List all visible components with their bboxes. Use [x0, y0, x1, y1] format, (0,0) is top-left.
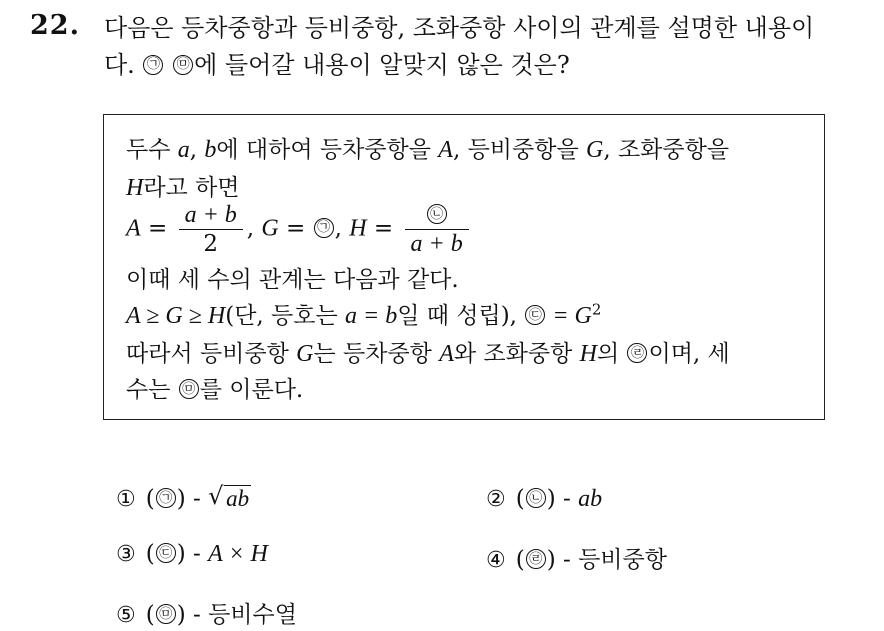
box-line-1	[126, 131, 729, 164]
var-A: A	[438, 137, 453, 163]
box-line-4: 이때 세 수의 관계는 다음과 같다.	[126, 267, 459, 293]
stem-line-2-post: 에 들어갈 내용이 알맞지 않은 것은?	[194, 51, 570, 79]
choice-number: ④	[486, 548, 506, 573]
circled-mark-1: ㉠	[156, 488, 176, 508]
question-stem	[104, 10, 874, 84]
fraction-numerator	[405, 201, 469, 230]
box-text: 수는	[126, 377, 178, 403]
box-line-7	[126, 371, 303, 404]
fraction-arithmetic-mean	[179, 201, 243, 258]
circled-mark-5: ㉤	[173, 55, 193, 75]
fraction-denominator: 2	[203, 231, 218, 257]
separator: ,	[246, 215, 262, 242]
stem-line-2-pre: 다.	[104, 51, 143, 79]
sqrt-symbol	[208, 486, 251, 512]
var-G: G	[296, 341, 314, 367]
circled-mark-1: ㉠	[314, 218, 334, 238]
box-text: (단, 등호는	[225, 303, 346, 329]
fraction-numerator: a + b	[179, 201, 243, 230]
circled-mark-3: ㉢	[525, 305, 545, 325]
circled-mark-3: ㉢	[156, 543, 176, 563]
inequality: A ≥ G ≥ H	[126, 303, 226, 329]
box-text: 라고 하면	[143, 175, 240, 201]
var-G: G	[261, 215, 279, 242]
choice-sep: ) -	[546, 547, 579, 573]
box-text: 이며, 세	[648, 341, 730, 367]
circled-mark-2: ㉡	[427, 204, 447, 224]
choice-answer: ab	[578, 486, 603, 512]
box-text: , 등비중항을	[452, 137, 586, 163]
choice-2[interactable]: ② ( ㉡ ) - ab	[486, 486, 603, 512]
circled-mark-5: ㉤	[156, 604, 176, 624]
g-squared: = G	[546, 303, 592, 329]
choice-answer: A × H	[208, 541, 268, 567]
box-text: 는 등차중항	[313, 341, 440, 367]
box-text: , 조화중항을	[603, 137, 730, 163]
condition-equation: a = b	[345, 303, 398, 329]
box-text: 의	[596, 341, 627, 367]
question-number: 22.	[30, 10, 80, 41]
choice-5[interactable]: ⑤ ( ㉤ ) - 등비수열	[116, 602, 297, 628]
equals-sign: =	[278, 215, 313, 242]
choice-1[interactable]: ① ( ㉠ ) - √ ab	[116, 486, 251, 512]
choice-number: ③	[116, 542, 136, 567]
choice-answer: 등비수열	[208, 602, 297, 628]
choice-4[interactable]: ④ ( ㉣ ) - 등비중항	[486, 547, 667, 573]
choice-number: ①	[116, 487, 136, 512]
choice-answer: ab	[226, 486, 250, 511]
stem-line-2	[104, 47, 874, 84]
choice-sep: ) -	[176, 486, 209, 512]
box-text: 두수	[126, 137, 178, 163]
choice-sep: ) -	[176, 602, 209, 628]
fraction-harmonic-mean	[405, 201, 469, 258]
circled-mark-2: ㉡	[526, 488, 546, 508]
equals-sign: =	[140, 215, 175, 242]
box-text: 따라서 등비중항	[126, 341, 297, 367]
box-text: ,	[189, 137, 205, 163]
var-A: A	[126, 215, 141, 242]
stem-line-1: 다음은 등차중항과 등비중항, 조화중항 사이의 관계를 설명한 내용이	[104, 14, 815, 42]
choice-number: ⑤	[116, 603, 136, 628]
choice-sep: ) -	[546, 486, 579, 512]
circled-mark-1: ㉠	[143, 55, 163, 75]
box-text: 일 때 성립),	[397, 303, 525, 329]
var-b: b	[204, 137, 217, 163]
fraction-denominator: a + b	[410, 231, 463, 257]
var-a: a	[177, 137, 190, 163]
var-H: H	[126, 175, 144, 201]
var-A: A	[439, 341, 454, 367]
box-line-2	[126, 169, 240, 202]
choice-number: ②	[486, 487, 506, 512]
circled-mark-5: ㉤	[179, 379, 199, 399]
box-line-5	[126, 297, 601, 330]
choice-sep: ) -	[176, 541, 209, 567]
box-text: 에 대하여 등차중항을	[216, 137, 439, 163]
var-H: H	[579, 341, 597, 367]
circled-mark-4: ㉣	[526, 549, 546, 569]
exponent: 2	[591, 300, 602, 319]
separator: ,	[334, 215, 350, 242]
choice-3[interactable]: ③ ( ㉢ ) - A × H	[116, 541, 268, 567]
box-line-6	[126, 335, 730, 368]
box-text: 를 이룬다.	[199, 377, 304, 403]
circled-mark-4: ㉣	[627, 343, 647, 363]
box-equation-line	[126, 201, 473, 258]
explanation-box	[103, 114, 825, 420]
choice-answer: 등비중항	[578, 547, 667, 573]
equals-sign: =	[366, 215, 401, 242]
var-G: G	[585, 137, 604, 163]
box-text: 와 조화중항	[453, 341, 580, 367]
var-H: H	[349, 215, 367, 242]
